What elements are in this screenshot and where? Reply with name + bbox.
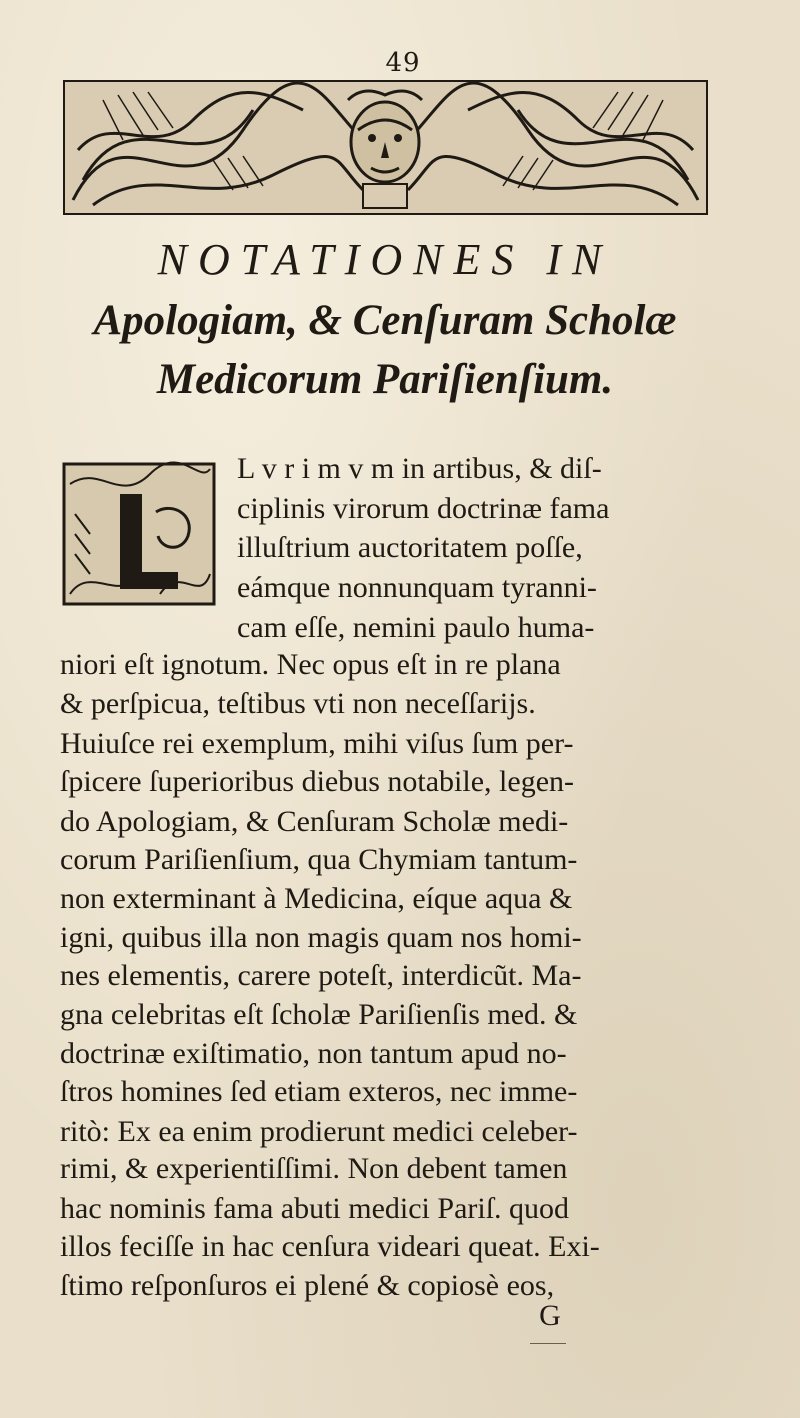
body-line-19: rimi, & experientiſſimi. Non debent tamen	[60, 1152, 568, 1185]
signature-mark: G	[539, 1299, 561, 1332]
title-line-2: Apologiam, & Cenſuram Scholæ	[93, 297, 677, 344]
body-line-6: niori eſt ignotum. Nec opus eſt in re plana	[60, 648, 561, 681]
body-line-11: corum Pariſienſium, qua Chymiam tantum-	[60, 843, 578, 876]
body-line-5: cam eſſe, nemini paulo huma-	[237, 611, 595, 644]
page-number: 49	[385, 48, 421, 78]
body-line-1: L v r i m v m in artibus, & diſ-	[237, 452, 602, 485]
body-line-22: ſtimo reſponſuros ei plené & copiosè eos,	[60, 1269, 555, 1302]
body-line-14: nes elementis, carere poteſt, interdicũt. Ma-	[60, 959, 582, 992]
body-line-17: ſtros homines ſed etiam exteros, nec imme-	[60, 1075, 578, 1108]
body-line-12: non exterminant à Medicina, eíque aqua &	[60, 882, 573, 915]
body-line-10: do Apologiam, & Cenſuram Scholæ medi-	[60, 805, 569, 838]
body-line-13: igni, quibus illa non magis quam nos homi-	[60, 921, 582, 954]
title-line-1: NOTATIONES IN	[157, 235, 613, 284]
signature-rule	[530, 1343, 566, 1344]
body-line-8: Huiuſce rei exemplum, mihi viſus ſum per-	[60, 727, 574, 760]
body-line-18: ritò: Ex ea enim prodierunt medici celeber-	[60, 1115, 578, 1148]
title-line-3: Medicorum Pariſienſium.	[156, 356, 614, 403]
ornamental-headpiece	[63, 80, 708, 215]
body-line-9: ſpicere ſuperioribus diebus notabile, legen-	[60, 765, 574, 798]
body-line-2: ciplinis virorum doctrinæ fama	[237, 492, 610, 525]
body-line-20: hac nominis fama abuti medici Pariſ. quod	[60, 1192, 570, 1225]
decorated-initial	[60, 454, 222, 624]
body-line-15: gna celebritas eſt ſcholæ Pariſienſis med. &	[60, 998, 578, 1031]
body-line-7: & perſpicua, teſtibus vti non neceſſarijs.	[60, 687, 536, 720]
body-line-16: doctrinæ exiſtimatio, non tantum apud no-	[60, 1037, 567, 1070]
body-line-3: illuſtrium auctoritatem poſſe,	[237, 531, 583, 564]
body-line-21: illos feciſſe in hac cenſura videari queat. Exi-	[60, 1230, 600, 1263]
body-line-4: eámque nonnunquam tyranni-	[237, 571, 597, 604]
